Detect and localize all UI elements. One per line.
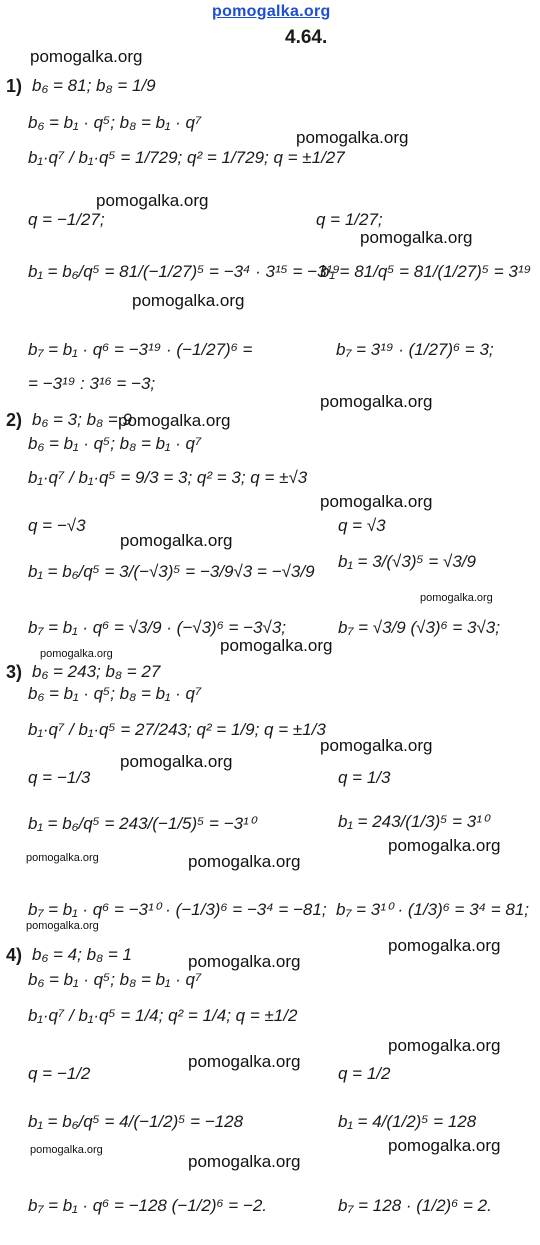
problem-number: 4.64. [285,27,328,48]
site-header-link[interactable]: pomogalka.org [212,3,331,20]
problem-2-left-q: q = −√3 [28,516,86,535]
watermark: pomogalka.org [118,411,231,430]
problem-3-formula: b₆ = b₁ · q⁵; b₈ = b₁ · q⁷ [28,684,202,703]
watermark: pomogalka.org [420,592,493,604]
watermark: pomogalka.org [40,648,113,660]
problem-1-label: 1) [6,76,23,96]
watermark: pomogalka.org [360,228,473,247]
watermark: pomogalka.org [188,852,301,871]
problem-3-label: 3) [6,662,23,682]
problem-1-left-q: q = −1/27; [28,210,105,229]
problem-4-left-b7: b₇ = b₁ · q⁶ = −128 (−1/2)⁶ = −2. [28,1196,268,1215]
problem-2-right-b7: b₇ = √3/9 (√3)⁶ = 3√3; [338,618,500,637]
problem-4-right-b7: b₇ = 128 · (1/2)⁶ = 2. [338,1196,492,1215]
problem-1-formula: b₆ = b₁ · q⁵; b₈ = b₁ · q⁷ [28,113,202,132]
problem-1-left-b7-cont: = −3¹⁹ : 3¹⁶ = −3; [28,374,156,393]
problem-2-right-b1: b₁ = 3/(√3)⁵ = √3/9 [338,552,476,571]
watermark: pomogalka.org [388,1136,501,1155]
problem-3-right-b1: b₁ = 243/(1/3)⁵ = 3¹⁰ [338,812,489,831]
watermark: pomogalka.org [188,952,301,971]
problem-3-right-q: q = 1/3 [338,768,391,787]
problem-3-left-b1: b₁ = b₆/q⁵ = 243/(−1/5)⁵ = −3¹⁰ [28,814,256,833]
watermark: pomogalka.org [388,936,501,955]
watermark: pomogalka.org [132,291,245,310]
problem-3-left-b7: b₇ = b₁ · q⁶ = −3¹⁰ · (−1/3)⁶ = −3⁴ = −81; [28,900,327,919]
problem-1-right-b7: b₇ = 3¹⁹ · (1/27)⁶ = 3; [336,340,494,359]
watermark: pomogalka.org [296,128,409,147]
watermark: pomogalka.org [220,636,333,655]
problem-1-given: b₆ = 81; b₈ = 1/9 [32,76,156,95]
problem-4-left-b1: b₁ = b₆/q⁵ = 4/(−1/2)⁵ = −128 [28,1112,244,1131]
watermark: pomogalka.org [30,1144,103,1156]
problem-2-given: b₆ = 3; b₈ = 9 [32,410,132,429]
problem-4-formula: b₆ = b₁ · q⁵; b₈ = b₁ · q⁷ [28,970,202,989]
watermark: pomogalka.org [26,852,99,864]
problem-4-ratio: b₁·q⁷ / b₁·q⁵ = 1/4; q² = 1/4; q = ±1/2 [28,1006,298,1025]
problem-1-ratio: b₁·q⁷ / b₁·q⁵ = 1/729; q² = 1/729; q = ±1/27 [28,148,345,167]
problem-2-label: 2) [6,410,23,430]
problem-1-left-b1: b₁ = b₆/q⁵ = 81/(−1/27)⁵ = −3⁴ · 3¹⁵ = −3¹⁹ [28,262,340,281]
problem-1-right-b1: b₁ = 81/q⁵ = 81/(1/27)⁵ = 3¹⁹ [320,262,532,281]
watermark: pomogalka.org [388,836,501,855]
problem-2-right-q: q = √3 [338,516,386,535]
problem-4-label: 4) [6,945,23,965]
watermark: pomogalka.org [120,752,233,771]
problem-3-right-b7: b₇ = 3¹⁰ · (1/3)⁶ = 3⁴ = 81; [336,900,530,919]
problem-2-formula: b₆ = b₁ · q⁵; b₈ = b₁ · q⁷ [28,434,202,453]
watermark: pomogalka.org [96,191,209,210]
problem-2-left-b7: b₇ = b₁ · q⁶ = √3/9 · (−√3)⁶ = −3√3; [28,618,287,637]
problem-2-ratio: b₁·q⁷ / b₁·q⁵ = 9/3 = 3; q² = 3; q = ±√3 [28,468,308,487]
watermark: pomogalka.org [120,531,233,550]
problem-4-given: b₆ = 4; b₈ = 1 [32,945,132,964]
watermark: pomogalka.org [188,1052,301,1071]
watermark: pomogalka.org [388,1036,501,1055]
problem-1-left-b7: b₇ = b₁ · q⁶ = −3¹⁹ · (−1/27)⁶ = [28,340,253,359]
problem-4-right-b1: b₁ = 4/(1/2)⁵ = 128 [338,1112,477,1131]
problem-4-left-q: q = −1/2 [28,1064,91,1083]
watermark: pomogalka.org [320,736,433,755]
problem-1-right-q: q = 1/27; [316,210,383,229]
problem-3-given: b₆ = 243; b₈ = 27 [32,662,161,681]
problem-2-left-b1: b₁ = b₆/q⁵ = 3/(−√3)⁵ = −3/9√3 = −√3/9 [28,562,315,581]
watermark: pomogalka.org [30,47,143,66]
problem-3-ratio: b₁·q⁷ / b₁·q⁵ = 27/243; q² = 1/9; q = ±1/3 [28,720,326,739]
problem-4-right-q: q = 1/2 [338,1064,391,1083]
watermark: pomogalka.org [26,920,99,932]
watermark: pomogalka.org [320,392,433,411]
problem-3-left-q: q = −1/3 [28,768,91,787]
watermark: pomogalka.org [320,492,433,511]
watermark: pomogalka.org [188,1152,301,1171]
